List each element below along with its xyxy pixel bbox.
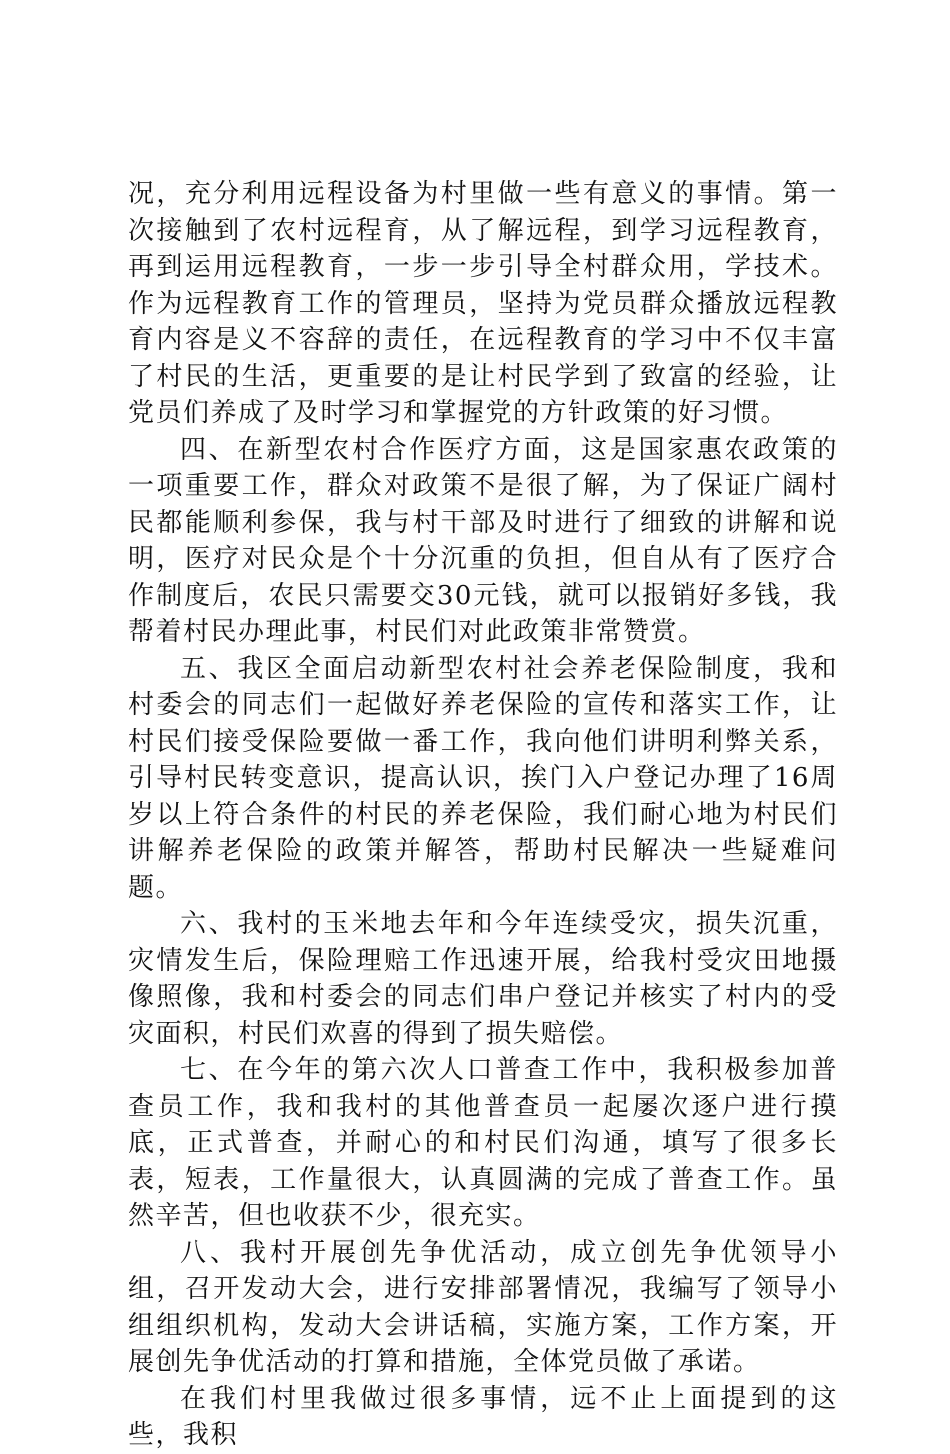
paragraph-closing: 在我们村里我做过很多事情，远不止上面提到的这些，我积 bbox=[128, 1383, 838, 1450]
paragraph-census: 七、在今年的第六次人口普查工作中，我积极参加普查员工作，我和我村的其他普查员一起屡次逐户进行摸底，正式普查，并耐心的和村民们沟通，填写了很多长表，短表，工作量很大，认真圆满的完成了普查工作。虽然辛苦，但也收获不少，很充实。 bbox=[128, 1055, 838, 1231]
paragraph-remote-education-continued: 况，充分利用远程设备为村里做一些有意义的事情。第一次接触到了农村远程育，从了解远程，到学习远程教育，再到运用远程教育，一步一步引导全村群众用，学技术。作为远程教育工作的管理员，坚持为党员群众播放远程教育内容是义不容辞的责任，在远程教育的学习中不仅丰富了村民的生活，更重要的是让村民学到了致富的经验，让党员们养成了及时学习和掌握党的方针政策的好习惯。 bbox=[128, 179, 838, 428]
paragraph-corn-disaster: 六、我村的玉米地去年和今年连续受灾，损失沉重，灾情发生后，保险理赔工作迅速开展，给我村受灾田地摄像照像，我和村委会的同志们串户登记并核实了村内的受灾面积，村民们欢喜的得到了损失赔偿。 bbox=[128, 909, 838, 1049]
document-body bbox=[128, 176, 838, 1454]
paragraph-excellence-campaign: 八、我村开展创先争优活动，成立创先争优领导小组，召开发动大会，进行安排部署情况，我编写了领导小组组织机构，发动大会讲话稿，实施方案，工作方案，开展创先争优活动的打算和措施，全体党员做了承诺。 bbox=[128, 1237, 838, 1377]
paragraph-pension-insurance: 五、我区全面启动新型农村社会养老保险制度，我和村委会的同志们一起做好养老保险的宣传和落实工作，让村民们接受保险要做一番工作，我向他们讲明利弊关系，引导村民转变意识，提高认识，挨门入户登记办理了16周岁以上符合条件的村民的养老保险，我们耐心地为村民们讲解养老保险的政策并解答，帮助村民解决一些疑难问题。 bbox=[128, 653, 838, 903]
paragraph-rural-medical-cooperation: 四、在新型农村合作医疗方面，这是国家惠农政策的一项重要工作，群众对政策不是很了解，为了保证广阔村民都能顺利参保，我与村干部及时进行了细致的讲解和说明，医疗对民众是个十分沉重的负担，但自从有了医疗合作制度后，农民只需要交30元钱，就可以报销好多钱，我帮着村民办理此事，村民们对此政策非常赞赏。 bbox=[128, 434, 838, 647]
